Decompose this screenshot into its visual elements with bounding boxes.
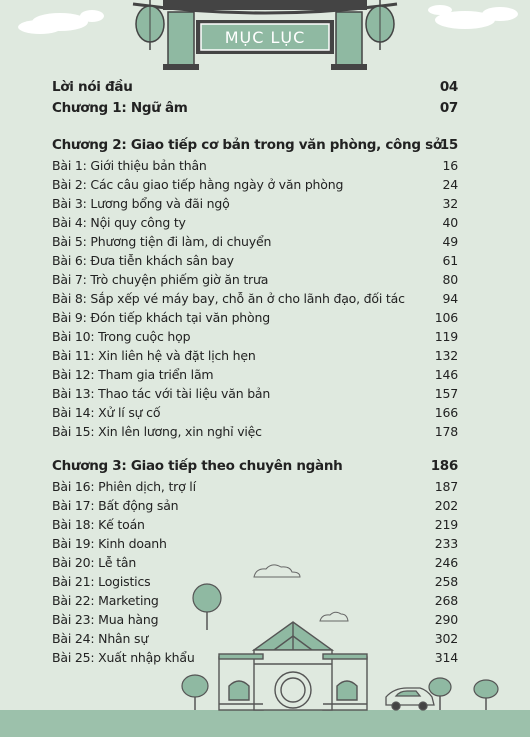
table-of-contents	[52, 77, 458, 667]
lesson-page: 314	[434, 650, 458, 665]
lesson-title: Bài 2: Các câu giao tiếp hằng ngày ở văn phòng	[52, 177, 344, 192]
lesson-page: 146	[434, 367, 458, 382]
lesson-page: 40	[442, 215, 458, 230]
toc-lesson[interactable]	[52, 422, 458, 441]
toc-lesson[interactable]	[52, 384, 458, 403]
toc-entry-chapter-1[interactable]	[52, 98, 458, 119]
lesson-title: Bài 15: Xin lên lương, xin nghỉ việc	[52, 424, 262, 439]
toc-lesson[interactable]	[52, 156, 458, 175]
lesson-page: 16	[442, 158, 458, 173]
page-title: MỤC LỤC	[224, 28, 306, 47]
lesson-title: Bài 5: Phương tiện đi làm, di chuyển	[52, 234, 272, 249]
lesson-title: Bài 23: Mua hàng	[52, 612, 159, 627]
lesson-page: 258	[434, 574, 458, 589]
ground	[0, 710, 530, 737]
toc-lesson[interactable]	[52, 403, 458, 422]
lesson-title: Bài 18: Kế toán	[52, 517, 145, 532]
entry-title: Chương 3: Giao tiếp theo chuyên ngành	[52, 458, 343, 474]
toc-lesson[interactable]	[52, 327, 458, 346]
lesson-title: Bài 12: Tham gia triển lãm	[52, 367, 214, 382]
toc-lesson[interactable]	[52, 232, 458, 251]
toc-lesson[interactable]	[52, 194, 458, 213]
lesson-page: 219	[434, 517, 458, 532]
lesson-title: Bài 21: Logistics	[52, 574, 151, 589]
entry-page: 186	[430, 458, 458, 474]
toc-lesson[interactable]	[52, 572, 458, 591]
gate-header	[133, 0, 397, 70]
lesson-page: 49	[442, 234, 458, 249]
lesson-title: Bài 8: Sắp xếp vé máy bay, chỗ ăn ở cho lãnh đạo, đối tác	[52, 291, 405, 306]
lesson-title: Bài 10: Trong cuộc họp	[52, 329, 191, 344]
entry-page: 04	[439, 79, 458, 95]
entry-title: Chương 1: Ngữ âm	[52, 100, 188, 116]
entry-page: 07	[439, 100, 458, 116]
lesson-title: Bài 22: Marketing	[52, 593, 159, 608]
lesson-page: 302	[434, 631, 458, 646]
tree-icon	[474, 680, 498, 710]
toc-lesson[interactable]	[52, 648, 458, 667]
toc-lesson[interactable]	[52, 591, 458, 610]
entry-title: Lời nói đầu	[52, 79, 133, 95]
lesson-page: 202	[434, 498, 458, 513]
toc-lesson[interactable]	[52, 289, 458, 308]
entry-page: 15	[439, 137, 458, 153]
toc-lesson[interactable]	[52, 308, 458, 327]
lesson-title: Bài 19: Kinh doanh	[52, 536, 167, 551]
lesson-page: 268	[434, 593, 458, 608]
lesson-title: Bài 9: Đón tiếp khách tại văn phòng	[52, 310, 270, 325]
tree-icon	[182, 675, 208, 710]
toc-lesson[interactable]	[52, 629, 458, 648]
toc-lesson[interactable]	[52, 496, 458, 515]
lesson-title: Bài 16: Phiên dịch, trợ lí	[52, 479, 196, 494]
toc-lesson[interactable]	[52, 534, 458, 553]
lesson-page: 178	[434, 424, 458, 439]
lesson-title: Bài 4: Nội quy công ty	[52, 215, 186, 230]
lesson-page: 132	[434, 348, 458, 363]
lesson-page: 157	[434, 386, 458, 401]
toc-entry-chapter-3[interactable]	[52, 456, 458, 477]
toc-lesson[interactable]	[52, 251, 458, 270]
cloud-icon	[428, 5, 518, 29]
toc-lesson[interactable]	[52, 213, 458, 232]
lesson-title: Bài 11: Xin liên hệ và đặt lịch hẹn	[52, 348, 256, 363]
lesson-page: 187	[434, 479, 458, 494]
toc-lesson[interactable]	[52, 610, 458, 629]
toc-lesson[interactable]	[52, 477, 458, 496]
lesson-title: Bài 1: Giới thiệu bản thân	[52, 158, 207, 173]
lesson-title: Bài 24: Nhân sự	[52, 631, 149, 646]
lesson-page: 233	[434, 536, 458, 551]
lesson-page: 32	[442, 196, 458, 211]
lesson-title: Bài 3: Lương bổng và đãi ngộ	[52, 196, 230, 211]
toc-entry-intro[interactable]	[52, 77, 458, 98]
lesson-title: Bài 17: Bất động sản	[52, 498, 179, 513]
lesson-page: 24	[442, 177, 458, 192]
lesson-page: 61	[442, 253, 458, 268]
lesson-title: Bài 6: Đưa tiễn khách sân bay	[52, 253, 234, 268]
lesson-title: Bài 20: Lễ tân	[52, 555, 137, 570]
lesson-page: 80	[442, 272, 458, 287]
lesson-title: Bài 25: Xuất nhập khẩu	[52, 650, 195, 665]
lesson-page: 166	[434, 405, 458, 420]
car-icon	[386, 688, 434, 710]
lesson-title: Bài 13: Thao tác với tài liệu văn bản	[52, 386, 271, 401]
lesson-page: 290	[434, 612, 458, 627]
lesson-page: 94	[442, 291, 458, 306]
toc-lesson[interactable]	[52, 553, 458, 572]
lesson-page: 119	[434, 329, 458, 344]
entry-title: Chương 2: Giao tiếp cơ bản trong văn phòng, công sở	[52, 137, 442, 153]
lesson-title: Bài 14: Xử lí sự cố	[52, 405, 161, 420]
toc-lesson[interactable]	[52, 365, 458, 384]
toc-entry-chapter-2[interactable]	[52, 135, 458, 156]
toc-lesson[interactable]	[52, 270, 458, 289]
toc-lesson[interactable]	[52, 346, 458, 365]
lesson-title: Bài 7: Trò chuyện phiếm giờ ăn trưa	[52, 272, 269, 287]
toc-lesson[interactable]	[52, 175, 458, 194]
cloud-icon	[18, 10, 104, 34]
lesson-page: 246	[434, 555, 458, 570]
lesson-page: 106	[434, 310, 458, 325]
toc-lesson[interactable]	[52, 515, 458, 534]
